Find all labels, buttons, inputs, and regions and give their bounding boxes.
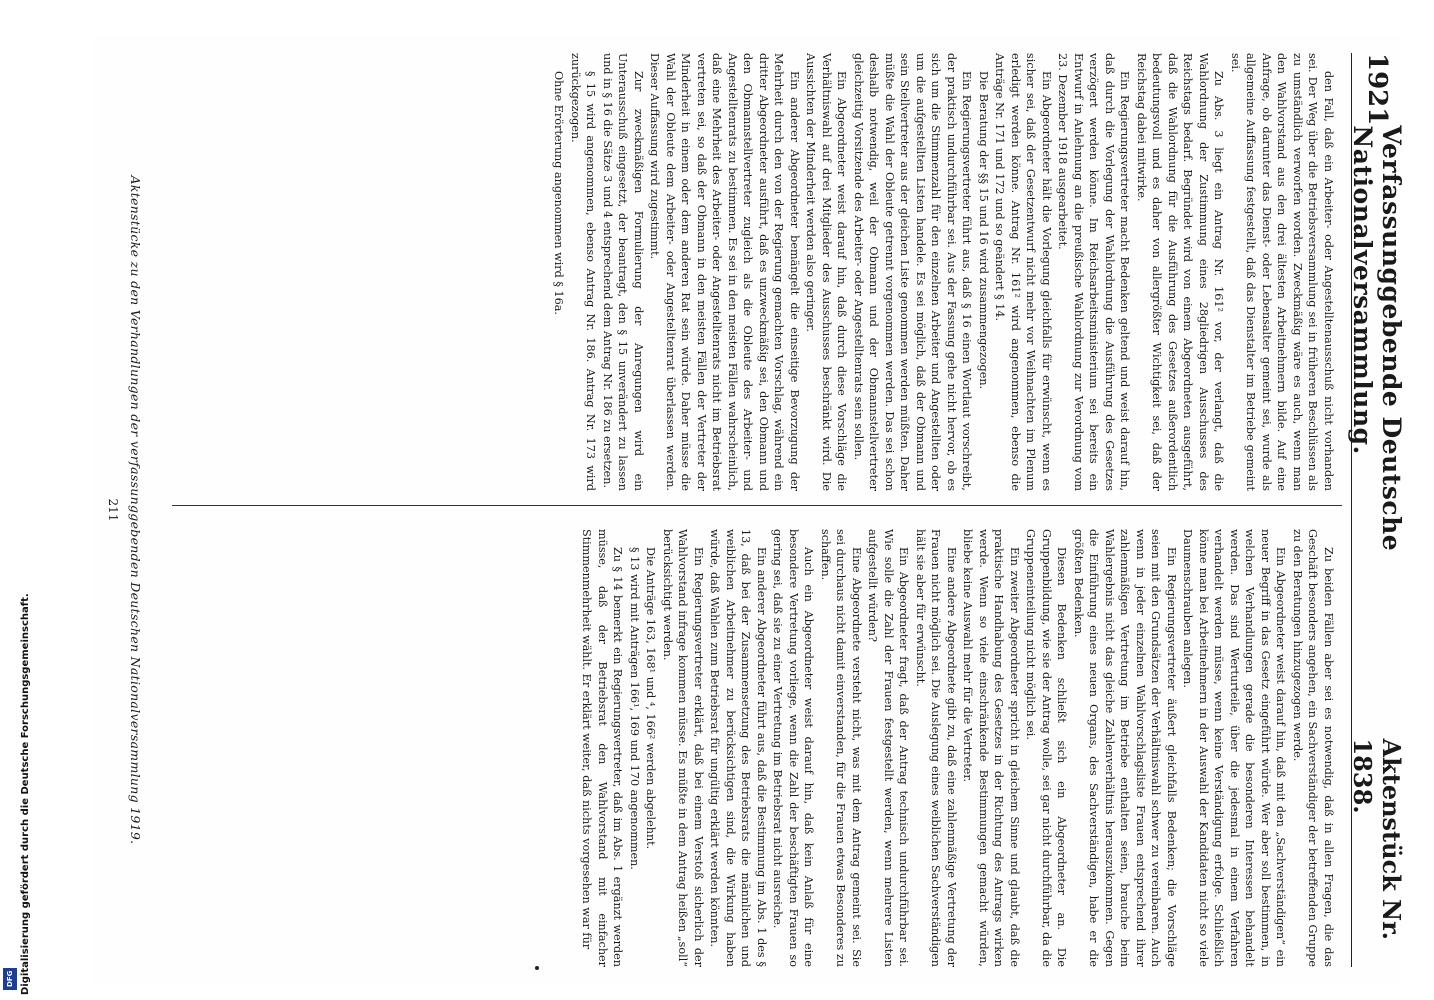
paragraph: Ein Regierungsvertreter äußert gleichfalls Bedenken; die Vorschläge seien mit den Grundsätzen der Verhältniswahl schwer zu vereinbaren. Auch wenn in jeder einzelnen Wahlvorschlagsliste Frauen entsprechend ihrer zahlenmäßigen Vertretung im Betriebe enthalten seien, brauche beim Wahlergebnis nicht das gleiche Zahlenverhältnis herauszukommen. Gegen die Einführung eines neuen Organs, des Sachverständigen, habe er die größten Bedenken. [1072, 529, 1178, 967]
footer-page-number: 211 [106, 498, 120, 522]
left-column [162, 53, 1336, 491]
funding-note: Digitalisierung gefördert durch die Deutsche Forschungsgemeinschaft. [20, 593, 31, 995]
footer-caption: Aktenstücke zu den Verhandlungen der verfassunggebenden Deutschen Nationalversammlung 1919. [128, 175, 143, 845]
paragraph: Ein Abgeordneter weist darauf hin, daß durch diese Vorschläge die Verhältniswahl auf drei Mitglieder des Ausschusses beschränkt wird. Die Aussichten der Minderheit werden also geringer. [804, 53, 849, 491]
paragraph: Eine andere Abgeordnete gibt zu, daß eine zahlenmäßige Vertretung der Frauen nicht möglich sei. Die Auslegung eines weiblichen Sachverständigen hält sie aber für erwünscht. [914, 529, 958, 967]
page-title: Verfassunggebende Deutsche Nationalversammlung. [1348, 125, 1406, 552]
paragraph: § 13 wird mit Anträgen 166¹, 169 und 170 angenommen. [628, 547, 641, 870]
paragraph: Zu § 14 bemerkt ein Regierungsvertreter, daß im Abs. 1 ergänzt werden müsse, daß der Betriebsrat den Wahlvorstand mit einfacher Stimmenmehrheit wählt. Er erklärt weiter, daß nichts vorgesehen war für [580, 529, 625, 967]
paragraph: Zu Abs. 3 liegt ein Antrag Nr. 161² vor, der verlangt, daß die Wahlordnung der Zustimmung eines 28gliedrigen Ausschusses des Reichstags bedarf. Begründet wird von einem Abgeordneten ausgeführt, daß die Wahlordnung für die Ausführung des Gesetzes außerordentlich bedeutungsvoll und es daher von allergrößter Wichtigkeit sei, daß der Reichstag dabei mitwirke. [1135, 53, 1226, 491]
paragraph: den Fall, daß ein Arbeiter- oder Angestelltenausschuß nicht vorhanden sei. Der Weg über die Betriebsversammlung sei in früheren Beschlüssen als zu umständlich verworfen worden. Zweckmäßig wäre es auch, wenn man den Wahlvorstand aus den drei ältesten Arbeitnehmern bilde. Auf eine Anfrage, ob darunter das Dienst- oder Lebensalter gemeint sei, wurde als allgemeine Auffassung festgestellt, daß das Dienstalter im Betriebe gemeint sei. [1229, 53, 1335, 491]
paragraph: Ein Regierungsvertreter führt aus, daß § 16 einen Wortlaut vorschreibt, der praktisch undurchführbar sei. Aus der Fassung gehe nicht hervor, ob es sich um die Stimmenzahl für den einzelnen Arbeiter und Angestellten oder um die aufgestellten Listen handele. Es sei möglich, daß der Obmann und sein Stellvertreter aus der gleichen Liste genommen werden müßten. Daher müßte die Wahl der Obleute getrennt vorgenommen werden. Das sei schon deshalb notwendig, weil der Obmann und der Obmannstellvertreter gleichzeitig Vorsitzende des Arbeiter- oder Angestelltenrats sein sollen. [852, 53, 974, 491]
paragraph: Eine Abgeordnete versteht nicht, was mit dem Antrag gemeint sei. Sie sei durchaus nicht damit einverstanden, für die Frauen etwas Besonderes zu schaffen. [819, 529, 863, 967]
paragraph: Die Anträge 163, 168¹ und ⁴, 166² werden abgelehnt. [644, 547, 658, 850]
paragraph: Ein Abgeordneter weist darauf hin, daß mit den „Sachverständigen“ ein neuer Begriff in das Gesetz eingeführt würde. Wer aber soll bestimmen, in welchen Verhandlungen gerade die besonderen Interessen behandelt werden. Das sind Werturteile, über die jedesmal in einem Verfahren verhandelt werden müsse, wenn keine Verständigung erfolge. Schließlich könne man bei Arbeitnehmern in der Auswahl der Kandidaten nicht so viele Daumenschrauben anlegen. [1181, 529, 1288, 967]
column-divider [172, 505, 1342, 506]
paragraph: Ein Regierungsvertreter macht Bedenken geltend und weist darauf hin, daß durch die Vorlegung der Wahlordnung die Ausführung des Gesetzes verzögert werden könne. Im Reichsarbeitsministerium sei bereits ein Entwurf in Anlehnung an die preußische Wahlordnung zur Verordnung vom 23. Dezember 1918 ausgearbeitet. [1056, 53, 1132, 491]
paragraph: Ohne Erörterung angenommen wird § 16a. [552, 71, 566, 315]
page-header [1348, 53, 1406, 967]
page-number: 1921 [1362, 53, 1392, 126]
rotated-page-frame [92, 35, 1406, 985]
paragraph: Ein Regierungsvertreter erklärt, daß bei einem Verstoß sicherlich der Wahlvorstand infrage kommen müsse. Es müßte in dem Antrag heißen „soll“ berücksichtigt werden. [661, 529, 705, 967]
right-column [162, 529, 1336, 967]
paragraph: Ein Abgeordneter fragt, daß der Antrag technisch undurchführbar sei. Wie solle die Zahl der Frauen festgestellt werden, wenn mehrere Listen aufgestellt würden? [866, 529, 911, 967]
paragraph: § 15 wird angenommen, ebenso Antrag Nr. 186. Antrag Nr. 173 wird zurückgezogen. [569, 53, 598, 491]
paragraph: Auch ein Abgeordneter weist darauf hin, daß kein Anlaß für eine besondere Vertretung vorliege, wenn die Zahl der beschäftigten Frauen so gering sei, daß sie zu einer Vertretung im Betriebsrat nicht ausreiche. [771, 529, 816, 967]
sidebar [0, 0, 31, 1000]
paragraph: Ein anderer Abgeordneter führt aus, daß die Bestimmung im Abs. 1 des § 13, daß bei der Zusammensetzung des Betriebsrats die männlichen und weiblichen Arbeitnehmer zu berücksichtigen sind, die Wirkung haben würde, daß Wahlen zum Betriebsrat für ungültig erklärt werden könnten. [708, 529, 768, 967]
paragraph: Diesen Bedenken schließt sich ein Abgeordneter an. Die Gruppenbildung, wie sie der Antrag wolle, sei gar nicht durchführbar, da die Gruppeneinteilung nicht möglich sei. [1024, 529, 1069, 967]
paragraph: Ein anderer Abgeordneter bemängelt die einseitige Bevorzugung der Mehrheit durch den von der Regierung gemachten Vorschlag, während ein dritter Abgeordneter ausführt, daß es unzweckmäßig sei, den Obmann und den Obmannstellvertreter zugleich als die Obleute des Arbeiter- und Angestelltenrats zu bestimmen. Es sei in den meisten Fällen wahrscheinlich, daß eine Mehrheit des Arbeiter- oder Angestelltenrats nicht im Betriebsrat vertreten sei, so daß der Obmann in den meisten Fällen der Vertreter der Minderheit in einem oder dem anderen Rat sein würde. Daher müsse die Wahl der Obleute dem Arbeiter- oder Angestelltenrat überlassen werden. Dieser Auffassung wird zugestimmt. [648, 53, 801, 491]
document-page [92, 35, 1406, 985]
paragraph: Ein zweiter Abgeordneter spricht in gleichem Sinne und glaubt, daß die praktische Handhabung des Gesetzes in der Richtung des Antrags wirken werde. Wenn so viele einschränkende Bestimmungen gemacht würden, bliebe keine Auswahl mehr für die Vertreter. [961, 529, 1021, 967]
paragraph: Die Beratung der §§ 15 und 16 wird zusammengezogen. [977, 71, 990, 390]
paragraph: Ein Abgeordneter hält die Vorlegung gleichfalls für erwünscht, wenn es sicher sei, daß der Gesetzentwurf nicht mehr vor Weihnachten im Plenum erledigt werden könne. Antrag Nr. 161² wird angenommen, ebenso die Anträge Nr. 171 und 172 und so geändert § 14. [993, 53, 1053, 491]
ink-dot [535, 966, 539, 970]
document-number: Aktenstück Nr. 1838. [1348, 738, 1406, 940]
paragraph: Zur zweckmäßigen Formulierung der Anregungen wird ein Unterausschuß eingesetzt, der beantragt, den § 15 unverändert zu lassen und in § 16 die Sätze 3 und 4 entsprechend dem Antrag Nr. 186 zu ersetzen. [601, 53, 645, 491]
dfg-logo: DFG [3, 968, 17, 990]
paragraph: Zu beiden Fällen aber sei es notwendig, daß in allen Fragen, die das Geschäft besonders angehen, ein Sachverständiger der betreffenden Gruppe zu den Beratungen hinzugezogen werde. [1291, 529, 1335, 967]
